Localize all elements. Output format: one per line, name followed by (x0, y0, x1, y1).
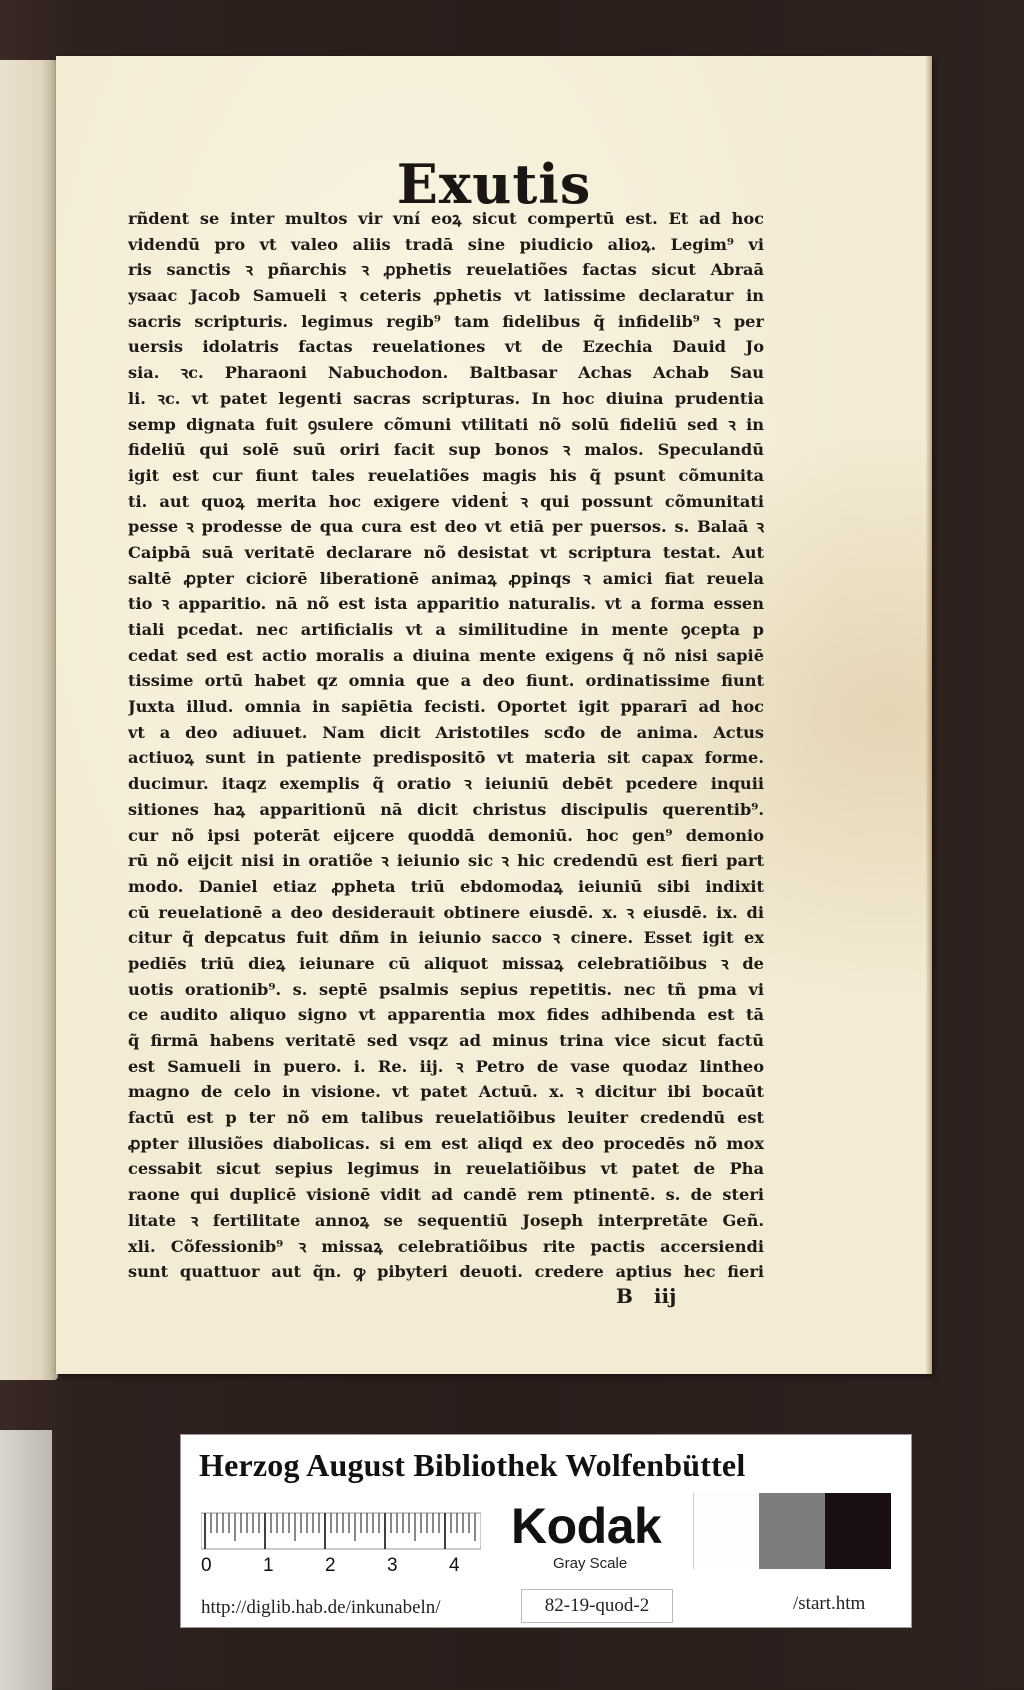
text-line: ducimur. itaqz exemplis q̃ oratio ꝛ ieiuniū debēt pcedere inquii (128, 774, 764, 794)
text-line: uersis idolatris factas reuelationes vt de Ezechia Dauid Jo (128, 337, 764, 357)
swatch-white (693, 1493, 760, 1569)
text-line: cū reuelationē a deo desiderauit obtinere eiusdē. x. ꝛ eiusdē. ix. di (128, 902, 764, 922)
text-line: sacris scripturis. legimus regib⁹ tam fidelibus q̃ infidelib⁹ ꝛ per (128, 311, 764, 331)
text-line: modo. Daniel etiaz ꝓpheta triū ebdomodaꝝ ieiuniū sibi indixit (128, 876, 764, 896)
text-line: actiuoꝝ sunt in patiente predispositō vt materia sit capax forme. (128, 748, 764, 768)
text-line: citur q̃ depcatus fuit dñm in ieiunio sacco ꝛ cinere. Esset igit ex (128, 928, 764, 948)
text-line: videndū pro vt valeo aliis tradā sine piudicio alioꝝ. Legim⁹ vi (128, 234, 764, 254)
text-line: tio ꝛ apparitio. nā nõ est ista apparitio naturalis. vt a forma essen (128, 594, 764, 614)
text-line: rñdent se inter multos vir vní eoꝝ sicut compertū est. Et ad hoc (128, 209, 764, 228)
signature-mark: B iij (616, 1284, 677, 1308)
library-color-card (180, 1434, 912, 1628)
text-line: Juxta illud. omnia in sapiētia fecisti. Oportet igit ppararī ad hoc (128, 697, 764, 717)
ruler-number: 3 (387, 1555, 398, 1576)
url-suffix: /start.htm (793, 1593, 866, 1614)
swatch-black (825, 1493, 891, 1569)
text-line: semp dignata fuit ꝯsulere cõmuni vtilitati nõ solū fideliū sed ꝛ in (128, 414, 764, 434)
text-line: Caipbā suā veritatē declarare nõ desistat vt scriptura testat. Aut (128, 542, 764, 562)
text-line: q̃ firmā habens veritatē sed vsqz ad minus trina vice sicut factū (128, 1031, 764, 1050)
text-line: ti. aut quoꝝ merita hoc exigere videnṫ ꝛ qui possunt cõmunitati (128, 491, 764, 511)
text-line: raone qui duplicē visionē vidit ad candē rem ptinentē. s. de steri (128, 1185, 764, 1205)
text-line: sitiones haꝝ apparitionū nā dicit christus discipulis querentib⁹. (128, 799, 764, 819)
text-line: igit est cur fiunt tales reuelatiões magis his q̃ psunt cõmunita (128, 465, 764, 485)
text-line: ysaac Jacob Samueli ꝛ ceteris ꝓphetis vt latissime declaratur in (128, 286, 764, 306)
running-head: Exutis (396, 152, 592, 216)
gray-scale-label: Gray Scale (553, 1555, 628, 1572)
text-line: sia. ꝛc. Pharaoni Nabuchodon. Baltbasar Achas Achab Sau (128, 363, 764, 383)
text-line: uotis orationib⁹. s. septē psalmis sepius repetitis. nec tñ pma vi (128, 979, 764, 999)
shelfmark: 82-19-quod-2 (521, 1589, 673, 1623)
kodak-logo: Kodak (511, 1498, 662, 1554)
text-line: ris sanctis ꝛ pñarchis ꝛ ꝓphetis reuelatiões factas sicut Abraā (128, 260, 764, 280)
text-line: cedat sed est actio moralis a diuina mente exigens q̃ nõ nisi sapiē (128, 645, 764, 665)
text-line: fideliū qui solē suū oriri facit sup bonos ꝛ malos. Speculandū (128, 440, 764, 460)
text-line: cur nõ ipsi poterāt eijcere quoddā demoniū. hoc gen⁹ demonio (128, 825, 764, 845)
ruler-number: 4 (449, 1555, 460, 1576)
text-line: magno de celo in visione. vt patet Actuū. x. ꝛ dicitur ibi bocaūt (128, 1082, 764, 1102)
text-line: rū nõ eijcit nisi in oratiõe ꝛ ieiunio sic ꝛ hic credendū est fieri part (128, 851, 764, 871)
text-line: ce audito aliquo signo vt apparentia mox fides adhibenda est tā (128, 1005, 764, 1025)
library-name: Herzog August Bibliothek Wolfenbüttel (199, 1447, 746, 1483)
ruler-scale (201, 1511, 481, 1581)
adjacent-page-edge (0, 60, 58, 1380)
text-line: tissime ortū habet qz omnia que a deo fiunt. ordinatissime fiunt (128, 671, 764, 691)
text-line: litate ꝛ fertilitate annoꝝ se sequentiū Joseph interpretāte Geñ. (128, 1210, 764, 1230)
text-line: ꝓpter illusiões diabolicas. si em est aliqd ex deo procedēs nõ mox (128, 1133, 764, 1153)
text-line: pediēs triū dieꝝ ieiunare cū aliquot missaꝝ celebratiõibus ꝛ de (128, 953, 764, 973)
url-base: http://diglib.hab.de/inkunabeln/ (201, 1597, 441, 1618)
text-line: vt a deo adiuuet. Nam dicit Aristotiles scđo de anima. Actus (128, 722, 764, 742)
text-line: li. ꝛc. vt patet legenti sacras scripturas. In hoc diuina prudentia (128, 388, 764, 408)
text-line: est Samueli in puero. i. Re. iij. ꝛ Petro de vase quodaz lintheo (128, 1056, 764, 1076)
text-line: tiali pcedat. nec artificialis vt a similitudine in mente ꝯcepta p (128, 620, 764, 639)
ruler-number: 0 (201, 1555, 212, 1576)
swatch-gray (759, 1493, 825, 1569)
text-line: saltē ꝓpter ciciorē liberationē animaꝝ ꝓpinqs ꝛ amici fiat reuela (128, 568, 764, 588)
text-line: xli. Cõfessionib⁹ ꝛ missaꝝ celebratiõibus rite pactis accersiendi (128, 1236, 764, 1256)
ruler-number: 2 (325, 1555, 336, 1576)
incunabulum-page (56, 56, 932, 1374)
text-line: sunt quattuor aut q̃n. ꝙ pibyteri deuoti. credere aptius hec fieri (128, 1262, 764, 1282)
card-footer (181, 1583, 911, 1627)
ruler-number: 1 (263, 1555, 274, 1576)
text-line: cessabit sicut sepius legimus in reuelatiõibus vt patet de Pha (128, 1159, 764, 1179)
text-line: pesse ꝛ prodesse de qua cura est deo vt etiā per puersos. s. Balaā ꝛ (128, 517, 764, 537)
text-line: factū est p ter nõ em talibus reuelatiõibus leuiter credendū est (128, 1108, 764, 1128)
blackletter-text-block (128, 206, 764, 1286)
adjacent-page-lower (0, 1430, 52, 1690)
